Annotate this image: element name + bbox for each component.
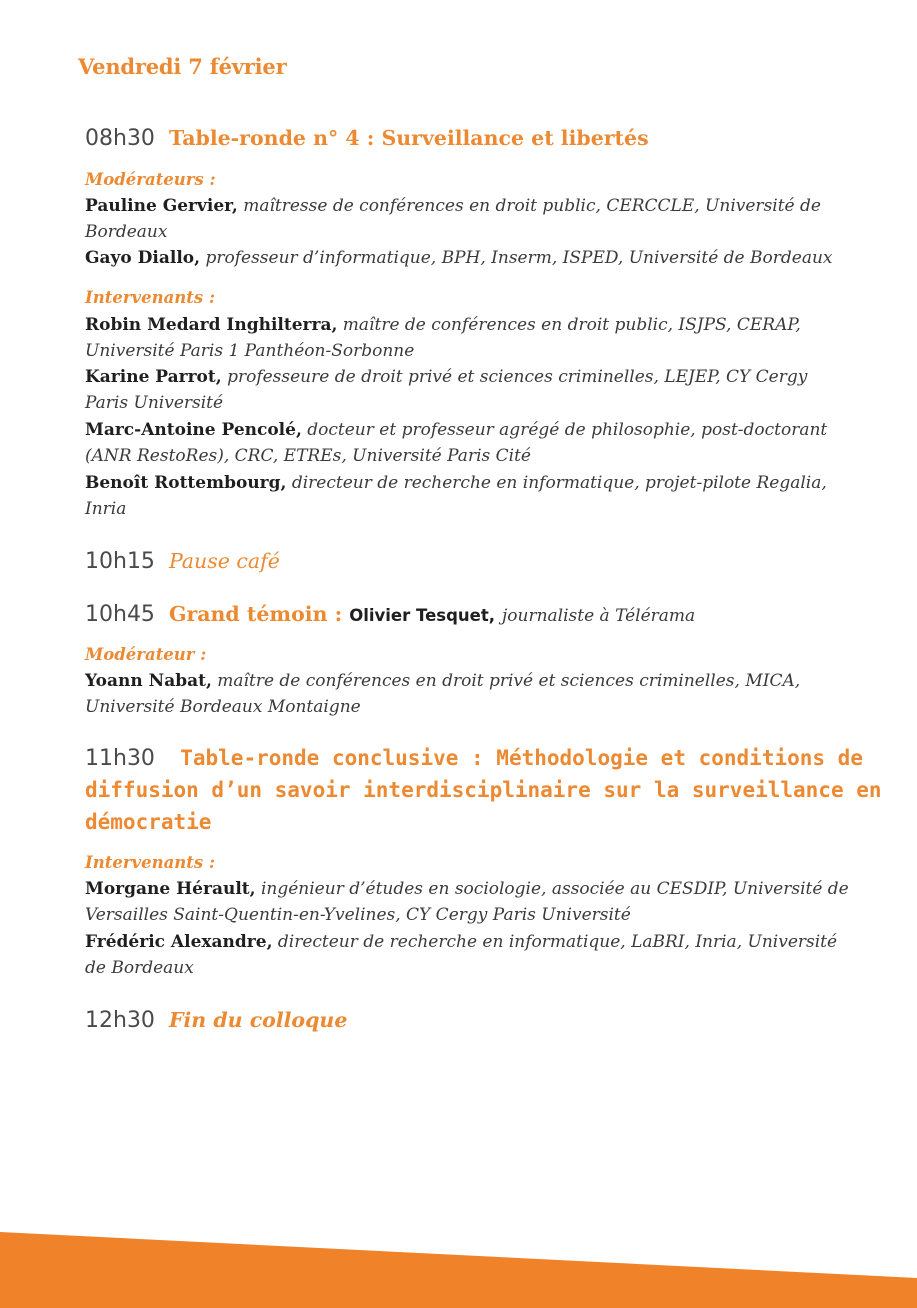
- witness-description: journaliste à Télérama: [502, 606, 696, 626]
- session-title: Grand témoin :: [168, 602, 343, 626]
- speakers-label: Intervenants :: [85, 288, 216, 307]
- session-heading: [85, 122, 851, 155]
- speakers-label: Intervenants :: [85, 853, 216, 872]
- session-title-line: démocratie: [85, 810, 212, 834]
- session-time: 08h30: [85, 126, 155, 151]
- moderator-label: Modérateur :: [85, 645, 207, 664]
- participant-name: Benoît Rottembourg,: [85, 473, 287, 493]
- participant-name: Frédéric Alexandre,: [85, 932, 273, 952]
- participant-entry: [85, 312, 851, 364]
- participant-description: maître de conférences en droit privé et sciences criminelles, MICA, Université Bordeaux Montaigne: [85, 671, 801, 717]
- participant-description: ingénieur d’études en sociologie, associée au CESDIP, Université de Versailles Saint-Quentin-en-Yvelines, CY Cergy Paris Université: [85, 879, 849, 925]
- day-title: Vendredi 7 février: [78, 54, 287, 79]
- participant-entry: [85, 417, 851, 469]
- session-title: Table-ronde n° 4 : Surveillance et libertés: [168, 126, 649, 150]
- participant-entry: [85, 876, 851, 928]
- closing-heading: [85, 1004, 851, 1037]
- session-time: 10h15: [85, 549, 155, 574]
- session-time: 12h30: [85, 1008, 155, 1033]
- session-title: Fin du colloque: [168, 1008, 348, 1032]
- participant-name: Marc-Antoine Pencolé,: [85, 420, 302, 440]
- session-title-line: diffusion d’un savoir interdisciplinaire sur la surveillance en: [85, 778, 882, 802]
- participant-description: directeur de recherche en informatique, projet-pilote Regalia, Inria: [85, 473, 827, 519]
- footer-band-shape: [0, 1232, 917, 1308]
- witness-name: Olivier Tesquet,: [349, 606, 495, 625]
- session-title: Pause café: [168, 549, 280, 573]
- session-time: 10h45: [85, 602, 155, 627]
- pause-heading: [85, 545, 851, 578]
- participant-name: Robin Medard Inghilterra,: [85, 315, 338, 335]
- session-title-part: Table-ronde conclusive : Méthodologie et conditions de: [180, 746, 863, 770]
- moderators-label: Modérateurs :: [85, 170, 216, 189]
- participant-entry: [85, 668, 851, 720]
- participant-entry: [85, 364, 851, 416]
- participant-description: professeur d’informatique, BPH, Inserm, ISPED, Université de Bordeaux: [205, 248, 833, 268]
- participant-description: docteur et professeur agrégé de philosophie, post-doctorant (ANR RestoRes), CRC, ETREs, Université Paris Cité: [85, 420, 828, 466]
- participant-name: Gayo Diallo,: [85, 248, 201, 268]
- participant-entry: [85, 193, 851, 245]
- participant-entry: [85, 470, 851, 522]
- session-heading: [85, 742, 882, 838]
- participant-name: Yoann Nabat,: [85, 671, 212, 691]
- participant-description: maître de conférences en droit public, ISJPS, CERAP, Université Paris 1 Panthéon-Sorbonne: [85, 315, 801, 361]
- session-heading: [85, 598, 851, 632]
- footer-band: [0, 1220, 917, 1308]
- participant-name: Pauline Gervier,: [85, 196, 238, 216]
- participant-name: Karine Parrot,: [85, 367, 222, 387]
- participant-description: professeure de droit privé et sciences criminelles, LEJEP, CY Cergy Paris Université: [85, 367, 808, 413]
- session-time: 11h30: [85, 746, 155, 771]
- participant-name: Morgane Hérault,: [85, 879, 256, 899]
- participant-description: maîtresse de conférences en droit public, CERCCLE, Université de Bordeaux: [85, 196, 821, 242]
- participant-entry: [85, 929, 851, 981]
- participant-entry: [85, 245, 851, 271]
- session-title-line: [85, 742, 863, 774]
- participant-description: directeur de recherche en informatique, LaBRI, Inria, Université de Bordeaux: [85, 932, 838, 978]
